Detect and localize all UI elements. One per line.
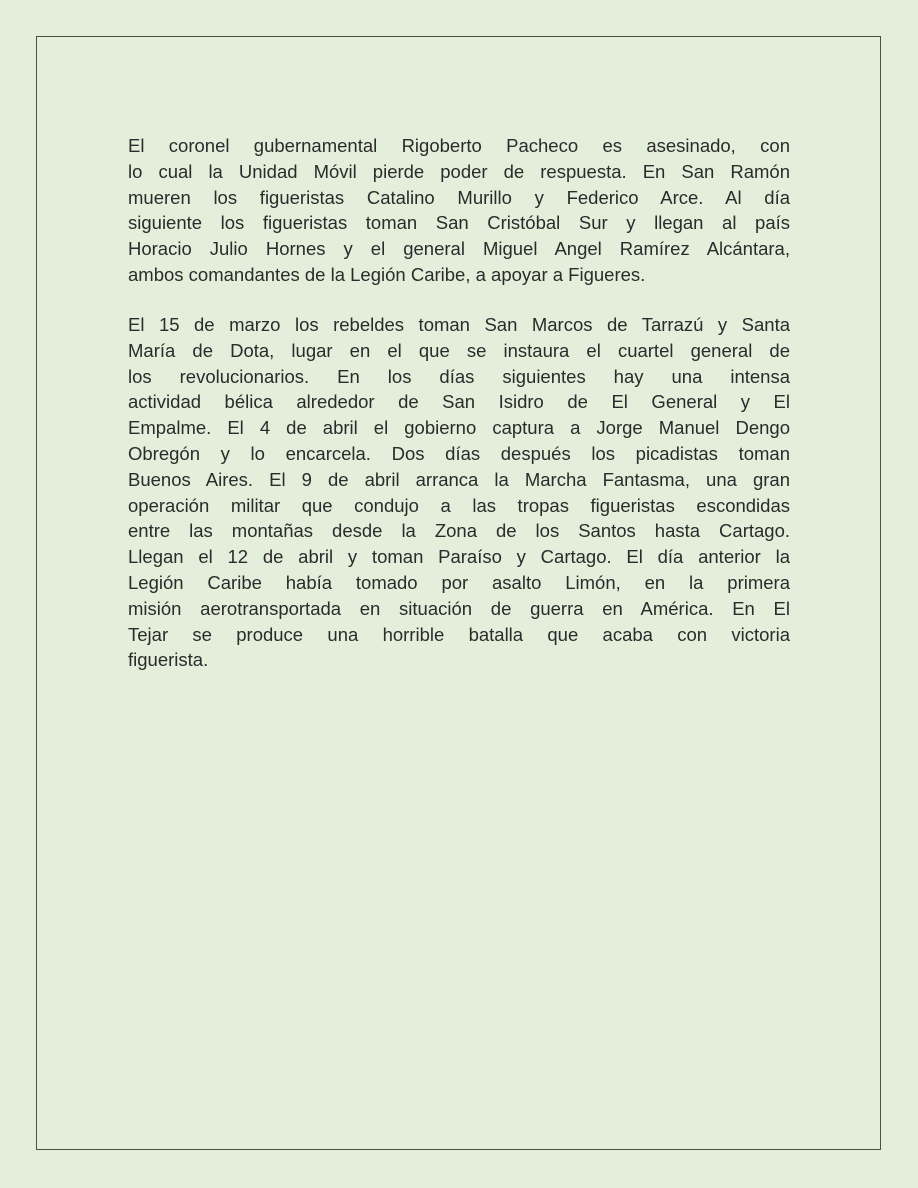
text-line: operación militar que condujo a las tropas figueristas escondidas [128,494,790,516]
text-line: Tejar se produce una horrible batalla que acaba con victoria [128,623,790,645]
text-line: Buenos Aires. El 9 de abril arranca la Marcha Fantasma, una gran [128,468,790,490]
text-line: El 15 de marzo los rebeldes toman San Marcos de Tarrazú y Santa [128,314,790,335]
text-line: entre las montañas desde la Zona de los Santos hasta Cartago. [128,520,790,542]
text-line: los revolucionarios. En los días siguientes hay una intensa [128,365,790,387]
text-line: misión aerotransportada en situación de guerra en América. En El [128,597,790,619]
text-line: Llegan el 12 de abril y toman Paraíso y Cartago. El día anterior la [128,546,790,568]
text-line: María de Dota, lugar en el que se instaura el cuartel general de [128,339,790,361]
text-line: Horacio Julio Hornes y el general Miguel Angel Ramírez Alcántara, [128,238,790,260]
text-line: El coronel gubernamental Rigoberto Pacheco es asesinado, con [128,135,790,156]
text-line: actividad bélica alrededor de San Isidro de El General y El [128,391,790,413]
text-line: Empalme. El 4 de abril el gobierno captura a Jorge Manuel Dengo [128,417,790,439]
text-line: ambos comandantes de la Legión Caribe, a apoyar a Figueres. [128,263,646,285]
text-line: Obregón y lo encarcela. Dos días después los picadistas toman [128,442,790,464]
text-line: mueren los figueristas Catalino Murillo y Federico Arce. Al día [128,186,790,208]
text-line: Legión Caribe había tomado por asalto Limón, en la primera [128,571,790,593]
text-line: figuerista. [128,649,209,671]
paragraph-2 [128,312,790,673]
paragraph-1 [128,133,790,288]
text-line: siguiente los figueristas toman San Cristóbal Sur y llegan al país [128,212,790,234]
text-line: lo cual la Unidad Móvil pierde poder de respuesta. En San Ramón [128,160,790,182]
